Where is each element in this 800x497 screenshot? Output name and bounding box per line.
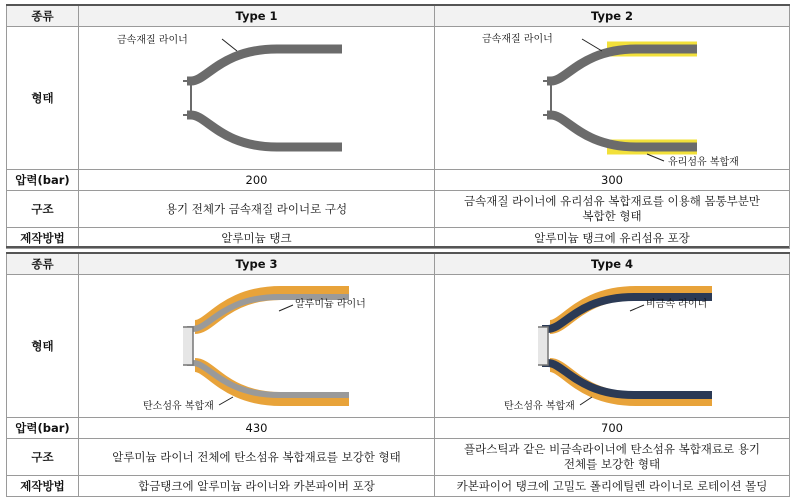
- structure-label: 구조: [7, 439, 79, 476]
- type2-pressure: 300: [435, 170, 790, 191]
- type2-structure-line1: 금속재질 라이너에 유리섬유 복합재료를 이용해 몸통부분만: [464, 194, 760, 208]
- type1-pressure: 200: [79, 170, 435, 191]
- tank-neck: [183, 81, 191, 115]
- kind-label: 종류: [7, 5, 79, 27]
- tank-neck: [538, 327, 548, 365]
- form-label: 형태: [7, 275, 79, 418]
- structure-label: 구조: [7, 191, 79, 228]
- pressure-label: 압력(bar): [7, 170, 79, 191]
- comparison-table-type1-type2: [6, 4, 790, 249]
- type1-diagram-cell: [79, 27, 435, 170]
- type3-method: 합금탱크에 알루미늄 라이너와 카본파이버 포장: [79, 476, 435, 497]
- header-row: [7, 5, 790, 27]
- type1-header: Type 1: [79, 5, 435, 27]
- method-row: [7, 476, 790, 497]
- type3-tank-diagram: [87, 277, 427, 415]
- type4-structure-line2: 전체를 보강한 형태: [563, 457, 661, 471]
- pressure-row: [7, 418, 790, 439]
- method-label: 제작방법: [7, 228, 79, 249]
- type2-structure-line2: 복합한 형태: [582, 209, 642, 223]
- type4-diagram-cell: [435, 275, 790, 418]
- kind-label: 종류: [7, 253, 79, 275]
- type3-structure: 알루미늄 라이너 전체에 탄소섬유 복합재료를 보강한 형태: [79, 439, 435, 476]
- pressure-label: 압력(bar): [7, 418, 79, 439]
- type4-pressure: 700: [435, 418, 790, 439]
- metal-liner-shape-lower: [187, 115, 342, 147]
- metal-liner-label: 금속재질 라이너: [116, 35, 188, 46]
- tank-neck: [183, 327, 193, 365]
- carbon-fiber-label: 탄소섬유 복합재: [504, 401, 575, 412]
- type2-diagram-cell: [435, 27, 790, 170]
- tank-neck: [543, 81, 551, 115]
- type3-pressure: 430: [79, 418, 435, 439]
- form-row: [7, 275, 790, 418]
- type3-header: Type 3: [79, 253, 435, 275]
- form-label: 형태: [7, 27, 79, 170]
- carbon-fiber-label: 탄소섬유 복합재: [142, 401, 214, 412]
- nonmetal-liner-label: 비금속 라이너: [646, 299, 708, 310]
- pressure-row: [7, 170, 790, 191]
- type1-tank-diagram: [87, 29, 427, 167]
- type4-header: Type 4: [435, 253, 790, 275]
- type3-diagram-cell: [79, 275, 435, 418]
- glass-fiber-label: 유리섬유 복합재: [668, 157, 739, 167]
- type2-tank-diagram: [442, 29, 782, 167]
- form-row: [7, 27, 790, 170]
- type1-structure: 용기 전체가 금속재질 라이너로 구성: [79, 191, 435, 228]
- metal-liner-label: 금속재질 라이너: [482, 34, 553, 45]
- type2-header: Type 2: [435, 5, 790, 27]
- aluminum-liner-label: 알루미늄 라이너: [294, 299, 366, 310]
- type4-structure-line1: 플라스틱과 같은 비금속라이너에 탄소섬유 복합재료로 용기: [464, 442, 760, 456]
- type4-tank-diagram: [442, 277, 782, 415]
- comparison-table-type3-type4: [6, 252, 790, 497]
- type4-structure: [435, 439, 790, 476]
- header-row: [7, 253, 790, 275]
- method-label: 제작방법: [7, 476, 79, 497]
- type4-method: 카본파이어 탱크에 고밀도 폴리에틸렌 라이너로 로테이션 몰딩: [435, 476, 790, 497]
- table-divider: [6, 246, 789, 248]
- structure-row: [7, 191, 790, 228]
- metal-liner-shape: [187, 49, 342, 81]
- type1-method: 알루미늄 탱크: [79, 228, 435, 249]
- type2-method: 알루미늄 탱크에 유리섬유 포장: [435, 228, 790, 249]
- structure-row: [7, 439, 790, 476]
- type2-structure: [435, 191, 790, 228]
